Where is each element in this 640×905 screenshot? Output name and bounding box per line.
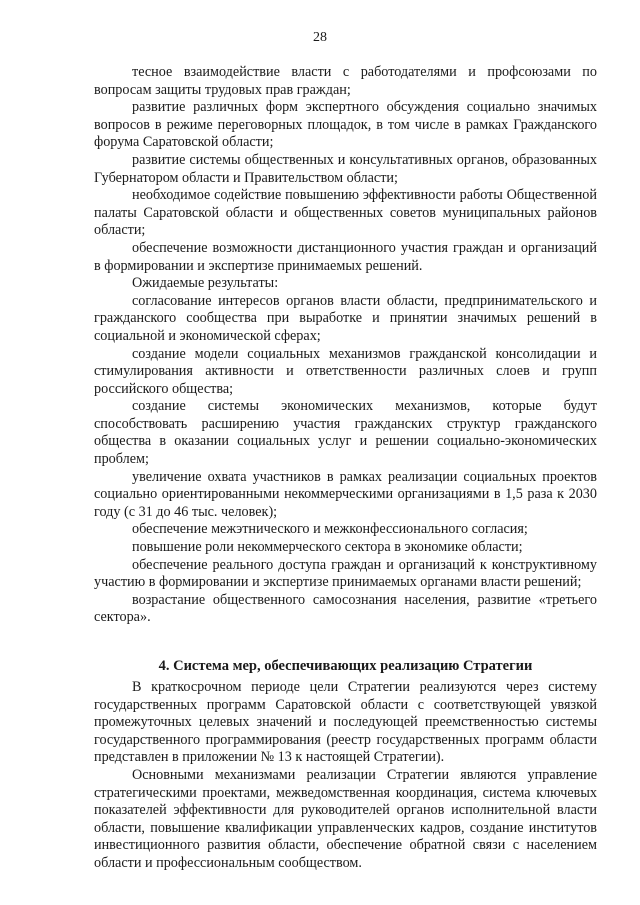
paragraph-expected-results-label: Ожидаемые результаты: xyxy=(132,275,279,292)
paragraph: необходимое содействие повышению эффективности работы Общественной палаты Саратовской области и общественных советов муниципальных районов области; xyxy=(94,187,597,239)
paragraph: обеспечение реального доступа граждан и организаций к конструктивному участию в формировании и экспертизе принимаемых органами власти решений; xyxy=(94,556,597,591)
paragraph: развитие системы общественных и консультативных органов, образованных Губернатором области и Правительством области; xyxy=(94,151,597,186)
paragraph: возрастание общественного самосознания населения, развитие «третьего сектора». xyxy=(94,591,597,626)
paragraph: согласование интересов органов власти области, предпринимательского и гражданского сообщества при выработке и принятии значимых решений в социальной и экономической сферах; xyxy=(94,292,597,344)
paragraph: тесное взаимодействие власти с работодателями и профсоюзами по вопросам защиты трудовых прав граждан; xyxy=(94,64,597,98)
paragraph: Основными механизмами реализации Стратегии являются управление стратегическими проектами, межведомственная координация, система ключевых показателей эффективности для руководителей органов исполнительной власти области, повышение квалификации управленческих кадров, создание институтов инвестиционного развития области, обеспечение обратной связи с населением области и профессиональным сообществом. xyxy=(94,766,597,871)
page-number: 28 xyxy=(313,30,327,45)
paragraph: создание модели социальных механизмов гражданской консолидации и стимулирования активности и ответственности различных слоев и групп российского общества; xyxy=(94,345,597,397)
section-heading: 4. Система мер, обеспечивающих реализацию Стратегии xyxy=(158,658,533,674)
paragraph: развитие различных форм экспертного обсуждения социально значимых вопросов в режиме переговорных площадок, в том числе в рамках Гражданского форума Саратовской области; xyxy=(94,99,597,151)
paragraph: повышение роли некоммерческого сектора в экономике области; xyxy=(132,539,523,556)
paragraph: обеспечение межэтнического и межконфессионального согласия; xyxy=(132,521,528,538)
paragraph: увеличение охвата участников в рамках реализации социальных проектов социально ориентированными некоммерческими организациями в 1,5 раза к 2030 году (с 31 до 46 тыс. человек); xyxy=(94,468,597,520)
paragraph: В краткосрочном периоде цели Стратегии реализуются через систему государственных программ Саратовской области с соответствующей увязкой промежуточных целевых значений и последующей преемственностью системы государственного программирования (реестр государственных программ области представлен в приложении № 13 к настоящей Стратегии). xyxy=(94,679,597,766)
paragraph: обеспечение возможности дистанционного участия граждан и организаций в формировании и экспертизе принимаемых решений. xyxy=(94,239,597,274)
paragraph: создание системы экономических механизмов, которые будут способствовать расширению участия гражданских структур гражданского общества в оказании социальных услуг и решении социально-экономических проблем; xyxy=(94,398,597,468)
document-body xyxy=(94,64,597,873)
